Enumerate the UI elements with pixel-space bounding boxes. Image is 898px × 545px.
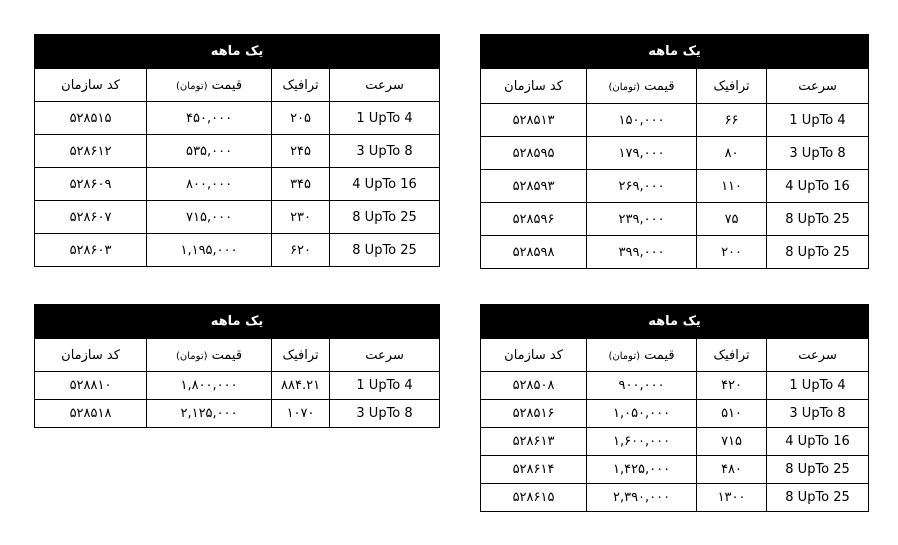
cell-price: ۷۱۵,۰۰۰: [147, 201, 272, 234]
table-row: [481, 104, 869, 137]
cell-price: ۱,۰۵۰,۰۰۰: [587, 400, 697, 428]
table-row: [481, 400, 869, 428]
cell-speed: 1 UpTo 4: [767, 104, 869, 137]
table-title: یک ماهه: [481, 35, 869, 69]
table-row: [481, 170, 869, 203]
cell-price: ۱,۱۹۵,۰۰۰: [147, 234, 272, 267]
cell-price: ۳۹۹,۰۰۰: [587, 236, 697, 269]
table-row: [35, 201, 440, 234]
cell-price: ۱۵۰,۰۰۰: [587, 104, 697, 137]
table-row: [35, 234, 440, 267]
cell-price: ۱,۸۰۰,۰۰۰: [147, 372, 272, 400]
header-traffic: ترافیک: [272, 69, 330, 102]
table-row: [481, 484, 869, 512]
table-title: یک ماهه: [35, 305, 440, 339]
cell-price: ۲,۳۹۰,۰۰۰: [587, 484, 697, 512]
cell-code: ۵۲۸۵۱۵: [35, 102, 147, 135]
cell-traffic: ۴۸۰: [697, 456, 767, 484]
cell-speed: 1 UpTo 4: [767, 372, 869, 400]
cell-price: ۹۰۰,۰۰۰: [587, 372, 697, 400]
cell-price: ۲۳۹,۰۰۰: [587, 203, 697, 236]
cell-speed: 8 UpTo 25: [767, 484, 869, 512]
cell-traffic: ۱۱۰: [697, 170, 767, 203]
header-price: [587, 69, 697, 104]
plan-table-top-right: [480, 34, 869, 269]
table-title: یک ماهه: [481, 305, 869, 339]
cell-code: ۵۲۸۵۱۸: [35, 400, 147, 428]
header-speed: سرعت: [330, 69, 440, 102]
cell-price: ۱,۴۲۵,۰۰۰: [587, 456, 697, 484]
table-row: [481, 428, 869, 456]
cell-code: ۵۲۸۶۱۳: [481, 428, 587, 456]
cell-price: ۸۰۰,۰۰۰: [147, 168, 272, 201]
cell-speed: 1 UpTo 4: [330, 372, 440, 400]
header-price-label: قیمت: [211, 347, 243, 363]
header-price-unit: (تومان): [608, 81, 641, 93]
cell-traffic: ۲۰۵: [272, 102, 330, 135]
cell-traffic: ۷۵: [697, 203, 767, 236]
header-price-unit: (تومان): [176, 350, 208, 362]
cell-code: ۵۲۸۵۰۸: [481, 372, 587, 400]
cell-code: ۵۲۸۶۱۴: [481, 456, 587, 484]
cell-speed: 8 UpTo 25: [330, 201, 440, 234]
cell-traffic: ۸۸۴.۲۱: [272, 372, 330, 400]
cell-speed: 3 UpTo 8: [767, 400, 869, 428]
cell-code: ۵۲۸۵۹۳: [481, 170, 587, 203]
cell-traffic: ۴۲۰: [697, 372, 767, 400]
table-row: [481, 236, 869, 269]
header-speed: سرعت: [330, 339, 440, 372]
cell-speed: 8 UpTo 25: [767, 203, 869, 236]
table-row: [35, 102, 440, 135]
header-speed: سرعت: [767, 69, 869, 104]
cell-speed: 4 UpTo 16: [330, 168, 440, 201]
cell-code: ۵۲۸۵۹۶: [481, 203, 587, 236]
cell-code: ۵۲۸۶۰۹: [35, 168, 147, 201]
cell-code: ۵۲۸۵۱۶: [481, 400, 587, 428]
cell-speed: 8 UpTo 25: [767, 456, 869, 484]
cell-speed: 3 UpTo 8: [767, 137, 869, 170]
cell-traffic: ۶۶: [697, 104, 767, 137]
cell-traffic: ۳۴۵: [272, 168, 330, 201]
cell-traffic: ۷۱۵: [697, 428, 767, 456]
header-price: [587, 339, 697, 372]
cell-traffic: ۱۳۰۰: [697, 484, 767, 512]
header-price: [147, 339, 272, 372]
cell-price: ۵۳۵,۰۰۰: [147, 135, 272, 168]
cell-code: ۵۲۸۶۱۵: [481, 484, 587, 512]
header-price-label: قیمت: [644, 78, 675, 94]
table-row: [481, 456, 869, 484]
cell-code: ۵۲۸۵۱۳: [481, 104, 587, 137]
cell-code: ۵۲۸۶۱۲: [35, 135, 147, 168]
table-row: [35, 372, 440, 400]
header-code: کد سازمان: [481, 339, 587, 372]
cell-price: ۲۶۹,۰۰۰: [587, 170, 697, 203]
cell-speed: 3 UpTo 8: [330, 400, 440, 428]
header-price-label: قیمت: [644, 347, 675, 363]
cell-code: ۵۲۸۶۰۳: [35, 234, 147, 267]
cell-speed: 3 UpTo 8: [330, 135, 440, 168]
cell-speed: 4 UpTo 16: [767, 170, 869, 203]
plan-table-bottom-right: [480, 304, 869, 512]
cell-speed: 8 UpTo 25: [767, 236, 869, 269]
cell-traffic: ۵۱۰: [697, 400, 767, 428]
header-price-unit: (تومان): [608, 350, 641, 362]
table-title: یک ماهه: [35, 35, 440, 69]
header-traffic: ترافیک: [697, 69, 767, 104]
header-code: کد سازمان: [35, 339, 147, 372]
cell-price: ۱,۶۰۰,۰۰۰: [587, 428, 697, 456]
cell-traffic: ۲۳۰: [272, 201, 330, 234]
cell-traffic: ۲۰۰: [697, 236, 767, 269]
header-speed: سرعت: [767, 339, 869, 372]
header-code: کد سازمان: [35, 69, 147, 102]
cell-traffic: ۱۰۷۰: [272, 400, 330, 428]
cell-traffic: ۸۰: [697, 137, 767, 170]
cell-code: ۵۲۸۵۹۸: [481, 236, 587, 269]
cell-traffic: ۶۲۰: [272, 234, 330, 267]
header-price-unit: (تومان): [176, 80, 208, 92]
table-row: [35, 135, 440, 168]
table-row: [35, 400, 440, 428]
header-traffic: ترافیک: [697, 339, 767, 372]
cell-price: ۲,۱۲۵,۰۰۰: [147, 400, 272, 428]
cell-traffic: ۲۴۵: [272, 135, 330, 168]
table-row: [35, 168, 440, 201]
plan-table-top-left: [34, 34, 440, 267]
table-row: [481, 203, 869, 236]
cell-speed: 4 UpTo 16: [767, 428, 869, 456]
cell-code: ۵۲۸۵۹۵: [481, 137, 587, 170]
plan-table-bottom-left: [34, 304, 440, 428]
table-row: [481, 137, 869, 170]
cell-price: ۱۷۹,۰۰۰: [587, 137, 697, 170]
cell-speed: 8 UpTo 25: [330, 234, 440, 267]
table-row: [481, 372, 869, 400]
header-price-label: قیمت: [211, 77, 243, 93]
cell-code: ۵۲۸۸۱۰: [35, 372, 147, 400]
cell-speed: 1 UpTo 4: [330, 102, 440, 135]
header-traffic: ترافیک: [272, 339, 330, 372]
cell-code: ۵۲۸۶۰۷: [35, 201, 147, 234]
header-code: کد سازمان: [481, 69, 587, 104]
cell-price: ۴۵۰,۰۰۰: [147, 102, 272, 135]
header-price: [147, 69, 272, 102]
